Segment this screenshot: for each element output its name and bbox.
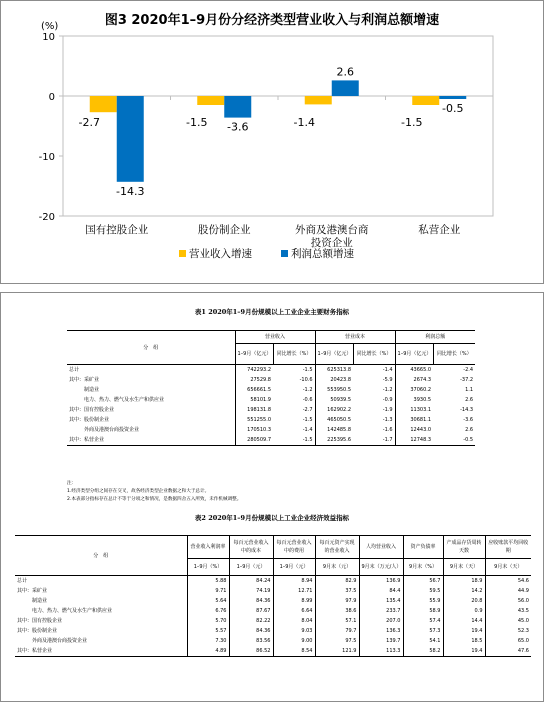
row-label: 其中：私营企业 <box>15 646 187 657</box>
table-cell: 162902.2 <box>315 405 353 415</box>
table-cell: 7.30 <box>187 636 229 646</box>
y-tick-label: -10 <box>38 152 55 163</box>
data-label: -2.7 <box>78 116 100 129</box>
table-cell: 280509.7 <box>235 435 273 446</box>
table-row <box>15 586 531 596</box>
table-cell: 170510.3 <box>235 425 273 435</box>
table-cell: 5.64 <box>187 596 229 606</box>
note-line: 1.经济类型分组之间存在交叉，故各经济类型企业数据之和大于总计。 <box>67 489 210 494</box>
t2-column-header: 营业收入利润率 <box>187 536 229 559</box>
data-label: -0.5 <box>442 102 464 115</box>
table-cell: -0.5 <box>433 435 475 446</box>
table-cell: -37.2 <box>460 377 474 383</box>
y-tick-label: 10 <box>42 32 55 43</box>
table-cell: 142485.8 <box>315 425 353 435</box>
row-label: 其中：采矿业 <box>17 588 48 594</box>
data-label: -1.5 <box>401 116 423 129</box>
table-cell: 1.1 <box>465 387 474 393</box>
row-label: 总计 <box>17 578 28 584</box>
table-cell: 57.4 <box>403 616 443 626</box>
table-cell: 56.0 <box>485 596 531 606</box>
table-cell: 30681.1 <box>395 415 433 425</box>
table-cell: 139.7 <box>359 636 403 646</box>
table-cell: 43.5 <box>485 606 531 616</box>
table-cell: 14.2 <box>443 586 485 596</box>
table-cell: 84.36 <box>229 596 273 606</box>
table-row <box>67 365 475 376</box>
table-cell: 37.5 <box>315 586 359 596</box>
t2-column-header: 资产负债率 <box>403 536 443 559</box>
table-cell: 87.67 <box>229 606 273 616</box>
table-cell: 113.3 <box>359 646 403 657</box>
bar-chart <box>1 1 545 285</box>
table-cell: 9.71 <box>187 586 229 596</box>
table-cell: 57.3 <box>403 626 443 636</box>
table-cell: 52.3 <box>485 626 531 636</box>
table-cell: 4.89 <box>187 646 229 657</box>
table-cell: 5.70 <box>187 616 229 626</box>
table-cell: 6.76 <box>187 606 229 616</box>
t1-sub-header: 同比增长（%） <box>433 344 475 365</box>
table-cell: 97.9 <box>315 596 359 606</box>
table-cell: 84.36 <box>229 626 273 636</box>
table-cell: -5.9 <box>382 377 393 383</box>
table-cell: 12.71 <box>273 586 315 596</box>
table-row <box>15 576 531 587</box>
table-cell: 19.4 <box>443 646 485 657</box>
t2-unit-header: 9月末（天） <box>485 559 531 576</box>
table-cell: 11303.1 <box>395 405 433 415</box>
table-cell: 27529.8 <box>235 375 273 385</box>
chart-title: 图3 2020年1–9月份分经济类型营业收入与利润总额增速 <box>104 13 440 28</box>
table-cell: 198131.8 <box>235 405 273 415</box>
table-cell: 82.22 <box>229 616 273 626</box>
y-tick-label: -20 <box>38 212 55 223</box>
table-row <box>67 375 475 385</box>
table-cell: -1.4 <box>382 367 393 373</box>
table-row <box>15 626 531 636</box>
row-label: 其中：股份制企业 <box>69 417 110 423</box>
table-cell: 136.9 <box>359 576 403 587</box>
table-cell: 136.3 <box>359 626 403 636</box>
note-line: 注： <box>67 481 77 486</box>
bar-revenue <box>412 96 439 105</box>
data-label: -3.6 <box>227 120 249 134</box>
table-cell: 74.19 <box>229 586 273 596</box>
t1-revenue-header: 营业收入 <box>235 331 315 344</box>
bar-profit <box>224 96 251 118</box>
row-label: 电力、热力、燃气及水生产和供应业 <box>17 608 113 614</box>
table-cell: 465050.5 <box>315 415 353 425</box>
table-cell: -2.4 <box>463 367 474 373</box>
table-row <box>67 425 475 435</box>
t2-unit-header: 9月末（%） <box>403 559 443 576</box>
row-label: 制造业 <box>17 598 48 604</box>
t1-sub-header: 1–9月（亿元） <box>235 344 273 365</box>
table-cell: 45.0 <box>485 616 531 626</box>
table-row <box>67 385 475 395</box>
table-cell: 38.6 <box>315 606 359 616</box>
bar-profit <box>117 96 144 182</box>
table-cell: 233.7 <box>359 606 403 616</box>
table-cell: 742293.2 <box>235 365 273 376</box>
bar-revenue <box>197 96 224 105</box>
table-cell: 625313.8 <box>315 365 353 376</box>
table-cell: 56.7 <box>403 576 443 587</box>
row-label: 其中：国有控股企业 <box>17 618 63 624</box>
table-cell: 2.6 <box>465 427 474 433</box>
table-cell: -0.6 <box>302 397 313 403</box>
category-label: 外商及港澳台商 <box>295 224 369 236</box>
table-cell: 65.0 <box>485 636 531 646</box>
note-line: 2.本表部分指标存在总计不等于分项之和情况，是数据四舍五入所致，未作机械调整。 <box>67 497 242 502</box>
table-cell: 5.57 <box>187 626 229 636</box>
table-cell: 37060.2 <box>395 385 433 395</box>
row-label: 制造业 <box>69 387 100 393</box>
data-label: -1.4 <box>293 116 315 129</box>
table-cell: 86.52 <box>229 646 273 657</box>
row-label: 外商及港澳台商投资企业 <box>69 427 140 433</box>
bar-profit <box>332 80 359 96</box>
table1-notes <box>67 480 241 504</box>
table-cell: 84.24 <box>229 576 273 587</box>
table-cell: -1.6 <box>382 427 393 433</box>
table-cell: 14.4 <box>443 616 485 626</box>
legend-swatch <box>281 250 288 257</box>
table-cell: 135.4 <box>359 596 403 606</box>
t1-sub-header: 1–9月（亿元） <box>315 344 353 365</box>
table-cell: 12748.3 <box>395 435 433 446</box>
row-label: 其中：国有控股企业 <box>69 407 115 413</box>
table-cell: 59.5 <box>403 586 443 596</box>
table-cell: -1.9 <box>382 407 393 413</box>
data-label: 2.6 <box>336 65 354 79</box>
table-cell: 12443.0 <box>395 425 433 435</box>
table-cell: 57.1 <box>315 616 359 626</box>
tables-panel <box>0 292 544 702</box>
t2-unit-header: 9月末（天） <box>443 559 485 576</box>
table-cell: -0.9 <box>382 397 393 403</box>
table-cell: -1.3 <box>382 417 393 423</box>
table-row <box>15 636 531 646</box>
row-label: 其中：私营企业 <box>67 435 235 446</box>
table-row <box>15 616 531 626</box>
table-cell: 551255.0 <box>235 415 273 425</box>
table-row <box>15 606 531 616</box>
table-cell: 18.9 <box>443 576 485 587</box>
table-cell: 3930.5 <box>395 395 433 405</box>
table-row <box>67 415 475 425</box>
table-cell: 18.5 <box>443 636 485 646</box>
category-label: 私营企业 <box>418 224 461 236</box>
table-cell: -1.5 <box>302 367 313 373</box>
table-row <box>15 596 531 606</box>
table-cell: 8.04 <box>273 616 315 626</box>
data-label: -1.5 <box>186 116 208 129</box>
t1-profit-header: 利润总额 <box>395 331 475 344</box>
table-cell: 207.0 <box>359 616 403 626</box>
row-label: 其中：采矿业 <box>69 377 100 383</box>
t2-column-header: 应收账款平均回收期 <box>485 536 531 559</box>
bar-revenue <box>90 96 117 112</box>
table-cell: 20.8 <box>443 596 485 606</box>
t2-column-header: 产成品存货周转天数 <box>443 536 485 559</box>
table-cell: 8.54 <box>273 646 315 657</box>
table-cell: -14.3 <box>460 407 474 413</box>
table-cell: -2.7 <box>302 407 313 413</box>
t2-column-header: 人均营业收入 <box>359 536 403 559</box>
financial-indicators-table <box>67 330 475 446</box>
table-cell: -1.7 <box>353 435 395 446</box>
table-cell: 55.9 <box>403 596 443 606</box>
table-row <box>15 646 531 657</box>
table-cell: 44.9 <box>485 586 531 596</box>
t1-cost-header: 营业成本 <box>315 331 395 344</box>
table-cell: -1.4 <box>302 427 313 433</box>
table-cell: -1.5 <box>302 417 313 423</box>
table-cell: 97.5 <box>315 636 359 646</box>
table-cell: 9.03 <box>273 626 315 636</box>
legend-label: 利润总额增速 <box>291 248 354 260</box>
table-cell: 2674.3 <box>395 375 433 385</box>
efficiency-indicators-table <box>15 535 531 657</box>
y-unit-label: (%) <box>41 21 59 32</box>
table-cell: 50939.5 <box>315 395 353 405</box>
table-cell: -1.2 <box>302 387 313 393</box>
t2-column-header: 每百元营业收入中的成本 <box>229 536 273 559</box>
table-cell: 47.6 <box>485 646 531 657</box>
table-cell: -10.6 <box>299 377 313 383</box>
t1-sub-header: 同比增长（%） <box>353 344 395 365</box>
bar-profit <box>439 96 466 99</box>
t2-column-header: 每百元资产实现的营业收入 <box>315 536 359 559</box>
table-cell: 79.7 <box>315 626 359 636</box>
table-cell: 83.56 <box>229 636 273 646</box>
table-cell: 58.2 <box>403 646 443 657</box>
t2-group-header: 分 组 <box>15 536 187 576</box>
table-cell: 9.00 <box>273 636 315 646</box>
data-label: -14.3 <box>116 184 145 198</box>
table-cell: 656661.5 <box>235 385 273 395</box>
table-cell: 43665.0 <box>395 365 433 376</box>
t1-sub-header: 同比增长（%） <box>273 344 315 365</box>
table-cell: 0.9 <box>443 606 485 616</box>
y-tick-label: 0 <box>48 92 55 103</box>
table-row <box>67 395 475 405</box>
legend-label: 营业收入增速 <box>189 248 252 260</box>
category-label: 国有控股企业 <box>85 224 149 236</box>
t2-unit-header: 1–9月（元） <box>273 559 315 576</box>
table-cell: 8.99 <box>273 596 315 606</box>
category-label: 投资企业 <box>310 237 353 249</box>
row-label: 电力、热力、燃气及水生产和供应业 <box>69 397 165 403</box>
table-cell: 8.94 <box>273 576 315 587</box>
table1-caption: 表1 2020年1–9月份规模以上工业企业主要财务指标 <box>194 308 350 316</box>
table-cell: 84.4 <box>359 586 403 596</box>
t2-unit-header: 1–9月（元） <box>229 559 273 576</box>
table-cell: 19.4 <box>443 626 485 636</box>
table-cell: 6.64 <box>273 606 315 616</box>
t2-column-header: 每百元营业收入中的费用 <box>273 536 315 559</box>
row-label: 外商及港澳台商投资企业 <box>17 638 88 644</box>
table-row <box>67 435 475 446</box>
row-label: 其中：股份制企业 <box>17 628 58 634</box>
table-cell: 121.9 <box>315 646 359 657</box>
table-cell: -1.2 <box>382 387 393 393</box>
table-cell: 2.6 <box>465 397 474 403</box>
table2-caption: 表2 2020年1–9月份规模以上工业企业经济效益指标 <box>194 514 350 522</box>
table-cell: -3.6 <box>463 417 474 423</box>
table-cell: 553950.5 <box>315 385 353 395</box>
table-cell: 82.9 <box>315 576 359 587</box>
row-label: 总计 <box>69 367 80 373</box>
table-cell: 58.9 <box>403 606 443 616</box>
table-cell: -1.5 <box>273 435 315 446</box>
table-cell: 58101.9 <box>235 395 273 405</box>
table-cell: 54.1 <box>403 636 443 646</box>
chart-panel <box>0 0 544 284</box>
table-cell: 225395.6 <box>315 435 353 446</box>
t2-unit-header: 9月末（元） <box>315 559 359 576</box>
table-row <box>67 405 475 415</box>
t1-sub-header: 1–9月（亿元） <box>395 344 433 365</box>
t1-group-header: 分 组 <box>67 331 235 365</box>
table-cell: 20423.8 <box>315 375 353 385</box>
legend-swatch <box>179 250 186 257</box>
table-cell: 5.88 <box>187 576 229 587</box>
t2-unit-header: 9月末（万元/人） <box>359 559 403 576</box>
table-cell: 54.6 <box>485 576 531 587</box>
t2-unit-header: 1–9月（%） <box>187 559 229 576</box>
bar-revenue <box>305 96 332 104</box>
category-label: 股份制企业 <box>198 224 251 236</box>
